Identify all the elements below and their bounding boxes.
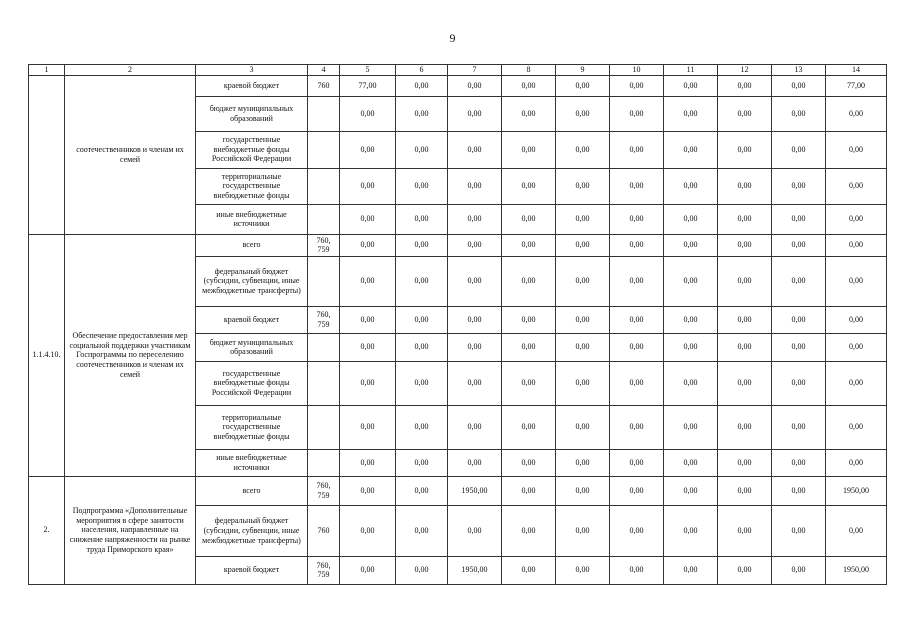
- amount-cell: 0,00: [556, 131, 610, 168]
- amount-cell: 0,00: [826, 96, 887, 131]
- amount-cell: 0,00: [826, 256, 887, 306]
- amount-cell: 0,00: [340, 168, 396, 204]
- amount-cell: 0,00: [396, 405, 448, 449]
- amount-cell: 0,00: [396, 556, 448, 584]
- funding-source: бюджет муниципальных образований: [196, 333, 308, 361]
- amount-cell: 0,00: [718, 168, 772, 204]
- amount-cell: 0,00: [448, 361, 502, 405]
- amount-cell: 0,00: [826, 449, 887, 476]
- amount-cell: 0,00: [718, 333, 772, 361]
- amount-cell: 0,00: [448, 168, 502, 204]
- budget-code: [308, 204, 340, 234]
- amount-cell: 0,00: [502, 204, 556, 234]
- amount-cell: 0,00: [826, 505, 887, 556]
- amount-cell: 0,00: [718, 476, 772, 505]
- amount-cell: 0,00: [772, 96, 826, 131]
- budget-code: 760: [308, 505, 340, 556]
- amount-cell: 0,00: [718, 405, 772, 449]
- amount-cell: 0,00: [556, 405, 610, 449]
- amount-cell: 0,00: [610, 476, 664, 505]
- amount-cell: 0,00: [664, 131, 718, 168]
- amount-cell: 0,00: [718, 306, 772, 333]
- amount-cell: 0,00: [396, 256, 448, 306]
- amount-cell: 0,00: [664, 96, 718, 131]
- amount-cell: 0,00: [664, 405, 718, 449]
- amount-cell: 0,00: [396, 204, 448, 234]
- amount-cell: 0,00: [396, 306, 448, 333]
- amount-cell: 0,00: [718, 131, 772, 168]
- amount-cell: 0,00: [664, 333, 718, 361]
- amount-cell: 0,00: [664, 556, 718, 584]
- amount-cell: 0,00: [718, 234, 772, 256]
- amount-cell: 0,00: [664, 361, 718, 405]
- amount-cell: 0,00: [664, 449, 718, 476]
- amount-cell: 0,00: [664, 505, 718, 556]
- budget-code: [308, 405, 340, 449]
- amount-cell: 0,00: [664, 306, 718, 333]
- amount-cell: 0,00: [610, 306, 664, 333]
- budget-table: [28, 64, 887, 585]
- amount-cell: 0,00: [826, 204, 887, 234]
- amount-cell: 0,00: [610, 405, 664, 449]
- amount-cell: 1950,00: [448, 556, 502, 584]
- funding-source: краевой бюджет: [196, 75, 308, 96]
- header-cell: 4: [308, 65, 340, 76]
- funding-source: краевой бюджет: [196, 556, 308, 584]
- funding-source: территориальные государственные внебюджетные фонды: [196, 168, 308, 204]
- budget-code: [308, 449, 340, 476]
- item-name: Подпрограмма «Дополнительные мероприятия в сфере занятости населения, направленные на снижение напряженности на рынке труда Приморского края»: [65, 476, 196, 584]
- budget-code: [308, 131, 340, 168]
- amount-cell: 0,00: [718, 449, 772, 476]
- amount-cell: 0,00: [340, 333, 396, 361]
- amount-cell: 0,00: [826, 405, 887, 449]
- amount-cell: 0,00: [718, 361, 772, 405]
- funding-source: федеральный бюджет (субсидии, субвенции, иные межбюджетные трансферты): [196, 256, 308, 306]
- header-cell: 11: [664, 65, 718, 76]
- amount-cell: 0,00: [556, 75, 610, 96]
- budget-code: [308, 168, 340, 204]
- amount-cell: 0,00: [826, 131, 887, 168]
- funding-source: государственные внебюджетные фонды Российской Федерации: [196, 131, 308, 168]
- funding-source: всего: [196, 476, 308, 505]
- amount-cell: 0,00: [664, 75, 718, 96]
- amount-cell: 0,00: [718, 256, 772, 306]
- amount-cell: 0,00: [826, 306, 887, 333]
- amount-cell: 0,00: [556, 256, 610, 306]
- header-cell: 1: [29, 65, 65, 76]
- amount-cell: 0,00: [396, 476, 448, 505]
- amount-cell: 0,00: [610, 505, 664, 556]
- amount-cell: 0,00: [448, 505, 502, 556]
- amount-cell: 0,00: [502, 361, 556, 405]
- amount-cell: 0,00: [826, 168, 887, 204]
- amount-cell: 0,00: [340, 405, 396, 449]
- amount-cell: 0,00: [556, 556, 610, 584]
- amount-cell: 0,00: [718, 505, 772, 556]
- header-cell: 8: [502, 65, 556, 76]
- budget-code: 760, 759: [308, 476, 340, 505]
- amount-cell: 0,00: [396, 361, 448, 405]
- amount-cell: 0,00: [556, 234, 610, 256]
- amount-cell: 0,00: [396, 96, 448, 131]
- amount-cell: 1950,00: [448, 476, 502, 505]
- header-cell: 10: [610, 65, 664, 76]
- amount-cell: 0,00: [610, 168, 664, 204]
- amount-cell: 0,00: [340, 505, 396, 556]
- amount-cell: 0,00: [340, 234, 396, 256]
- amount-cell: 0,00: [340, 306, 396, 333]
- amount-cell: 0,00: [396, 168, 448, 204]
- amount-cell: 77,00: [340, 75, 396, 96]
- amount-cell: 0,00: [502, 131, 556, 168]
- table-body: [29, 65, 887, 585]
- item-number: 1.1.4.10.: [29, 234, 65, 476]
- amount-cell: 0,00: [340, 256, 396, 306]
- amount-cell: 0,00: [396, 131, 448, 168]
- amount-cell: 0,00: [772, 168, 826, 204]
- amount-cell: 0,00: [772, 505, 826, 556]
- amount-cell: 0,00: [502, 505, 556, 556]
- amount-cell: 0,00: [396, 505, 448, 556]
- amount-cell: 0,00: [502, 96, 556, 131]
- amount-cell: 0,00: [772, 131, 826, 168]
- amount-cell: 0,00: [610, 131, 664, 168]
- amount-cell: 0,00: [502, 556, 556, 584]
- table-row: [29, 234, 887, 256]
- budget-code: 760: [308, 75, 340, 96]
- amount-cell: 0,00: [396, 449, 448, 476]
- amount-cell: 0,00: [664, 234, 718, 256]
- header-cell: 12: [718, 65, 772, 76]
- amount-cell: 0,00: [664, 204, 718, 234]
- amount-cell: 0,00: [772, 405, 826, 449]
- amount-cell: 0,00: [556, 306, 610, 333]
- amount-cell: 0,00: [448, 131, 502, 168]
- amount-cell: 0,00: [664, 476, 718, 505]
- header-cell: 9: [556, 65, 610, 76]
- amount-cell: 0,00: [610, 204, 664, 234]
- amount-cell: 0,00: [718, 75, 772, 96]
- header-row: [29, 65, 887, 76]
- funding-source: федеральный бюджет (субсидии, субвенции, иные межбюджетные трансферты): [196, 505, 308, 556]
- funding-source: государственные внебюджетные фонды Российской Федерации: [196, 361, 308, 405]
- amount-cell: 0,00: [340, 476, 396, 505]
- amount-cell: 0,00: [448, 234, 502, 256]
- amount-cell: 0,00: [396, 333, 448, 361]
- item-name: Обеспечение предоставления мер социальной поддержки участникам Госпрограммы по переселению соотечественников и членам их семей: [65, 234, 196, 476]
- header-cell: 13: [772, 65, 826, 76]
- header-cell: 5: [340, 65, 396, 76]
- amount-cell: 0,00: [556, 449, 610, 476]
- amount-cell: 1950,00: [826, 476, 887, 505]
- amount-cell: 0,00: [448, 256, 502, 306]
- amount-cell: 0,00: [448, 333, 502, 361]
- funding-source: иные внебюджетные источники: [196, 204, 308, 234]
- page-number: 9: [449, 31, 456, 45]
- amount-cell: 0,00: [340, 556, 396, 584]
- amount-cell: 0,00: [610, 556, 664, 584]
- funding-source: бюджет муниципальных образований: [196, 96, 308, 131]
- amount-cell: 0,00: [772, 75, 826, 96]
- amount-cell: 0,00: [396, 234, 448, 256]
- amount-cell: 0,00: [448, 405, 502, 449]
- amount-cell: 0,00: [772, 333, 826, 361]
- amount-cell: 0,00: [340, 131, 396, 168]
- budget-code: [308, 361, 340, 405]
- amount-cell: 0,00: [610, 75, 664, 96]
- funding-source: территориальные государственные внебюджетные фонды: [196, 405, 308, 449]
- funding-source: всего: [196, 234, 308, 256]
- header-cell: 7: [448, 65, 502, 76]
- item-name: соотечественников и членам их семей: [65, 75, 196, 234]
- amount-cell: 0,00: [448, 449, 502, 476]
- amount-cell: 0,00: [610, 234, 664, 256]
- budget-code: 760, 759: [308, 234, 340, 256]
- header-cell: 14: [826, 65, 887, 76]
- amount-cell: 0,00: [448, 204, 502, 234]
- header-cell: 3: [196, 65, 308, 76]
- table-row: [29, 75, 887, 96]
- amount-cell: 0,00: [772, 306, 826, 333]
- amount-cell: 0,00: [772, 361, 826, 405]
- amount-cell: 0,00: [610, 333, 664, 361]
- amount-cell: 0,00: [448, 75, 502, 96]
- table-row: [29, 476, 887, 505]
- amount-cell: 0,00: [772, 234, 826, 256]
- amount-cell: 0,00: [718, 556, 772, 584]
- amount-cell: 0,00: [502, 168, 556, 204]
- amount-cell: 0,00: [502, 75, 556, 96]
- amount-cell: 0,00: [610, 96, 664, 131]
- budget-code: [308, 256, 340, 306]
- amount-cell: 0,00: [826, 234, 887, 256]
- amount-cell: 0,00: [718, 204, 772, 234]
- funding-source: иные внебюджетные источники: [196, 449, 308, 476]
- amount-cell: 0,00: [340, 361, 396, 405]
- budget-code: 760, 759: [308, 306, 340, 333]
- amount-cell: 0,00: [610, 449, 664, 476]
- budget-code: [308, 96, 340, 131]
- amount-cell: 0,00: [664, 256, 718, 306]
- amount-cell: 0,00: [772, 556, 826, 584]
- item-number: 2.: [29, 476, 65, 584]
- amount-cell: 0,00: [502, 449, 556, 476]
- amount-cell: 0,00: [664, 168, 718, 204]
- amount-cell: 0,00: [556, 505, 610, 556]
- amount-cell: 0,00: [556, 476, 610, 505]
- amount-cell: 0,00: [340, 96, 396, 131]
- amount-cell: 0,00: [448, 96, 502, 131]
- amount-cell: 0,00: [772, 449, 826, 476]
- amount-cell: 0,00: [556, 204, 610, 234]
- amount-cell: 77,00: [826, 75, 887, 96]
- budget-code: 760, 759: [308, 556, 340, 584]
- funding-source: краевой бюджет: [196, 306, 308, 333]
- amount-cell: 0,00: [610, 361, 664, 405]
- amount-cell: 0,00: [556, 361, 610, 405]
- amount-cell: 0,00: [502, 333, 556, 361]
- amount-cell: 0,00: [502, 234, 556, 256]
- amount-cell: 0,00: [502, 306, 556, 333]
- amount-cell: 0,00: [610, 256, 664, 306]
- amount-cell: 0,00: [826, 333, 887, 361]
- amount-cell: 0,00: [718, 96, 772, 131]
- amount-cell: 0,00: [340, 449, 396, 476]
- amount-cell: 0,00: [502, 405, 556, 449]
- budget-code: [308, 333, 340, 361]
- amount-cell: 0,00: [556, 168, 610, 204]
- amount-cell: 0,00: [556, 96, 610, 131]
- amount-cell: 0,00: [448, 306, 502, 333]
- amount-cell: 0,00: [772, 256, 826, 306]
- amount-cell: 0,00: [502, 256, 556, 306]
- amount-cell: 0,00: [826, 361, 887, 405]
- amount-cell: 1950,00: [826, 556, 887, 584]
- header-cell: 6: [396, 65, 448, 76]
- header-cell: 2: [65, 65, 196, 76]
- amount-cell: 0,00: [502, 476, 556, 505]
- amount-cell: 0,00: [556, 333, 610, 361]
- amount-cell: 0,00: [772, 204, 826, 234]
- item-number: [29, 75, 65, 234]
- amount-cell: 0,00: [340, 204, 396, 234]
- amount-cell: 0,00: [396, 75, 448, 96]
- amount-cell: 0,00: [772, 476, 826, 505]
